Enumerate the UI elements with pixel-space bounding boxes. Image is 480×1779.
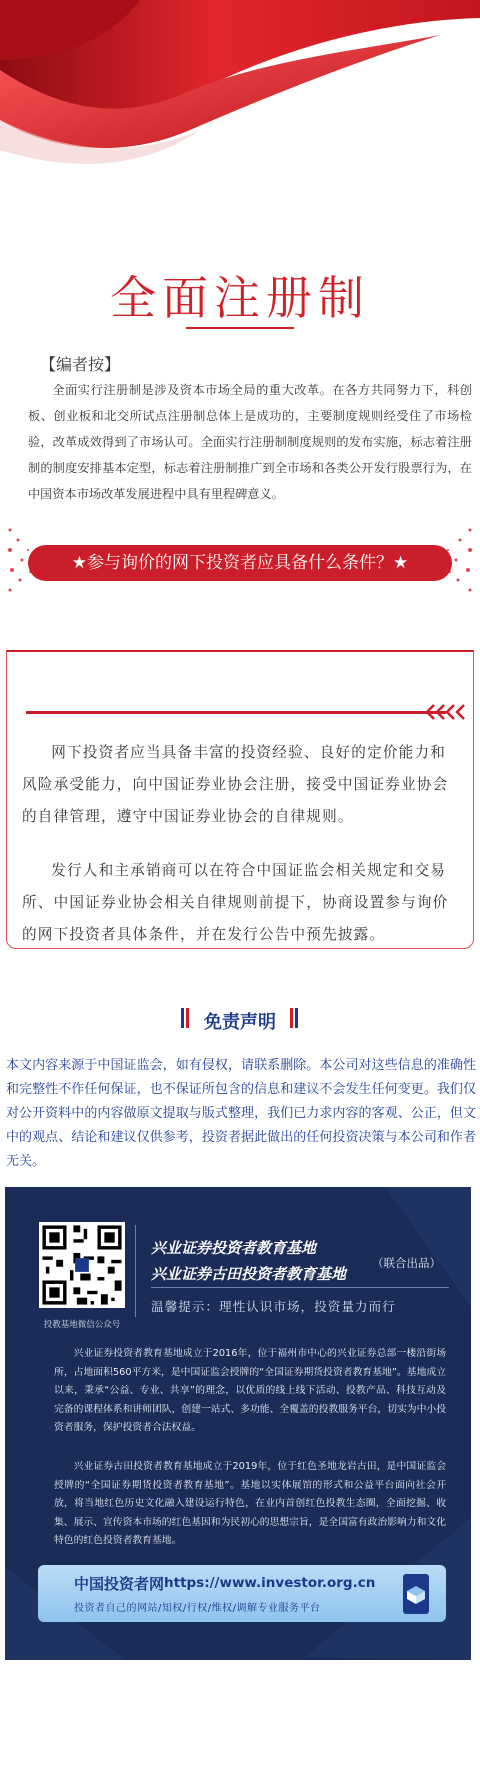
disclaimer-text: 本文内容来源于中国证监会，如有侵权，请联系删除。本公司对这些信息的准确性和完整性不作任何保证，也不保证所包含的信息和建议不会发生任何变更。我们仅对公开资料中的内容做原文提取与版式整理，我们已力求内容的客观、公正，但文中的观点、结论和建议仅供参考，投资者据此做出的任何投资决策与本公司和作者无关。	[6, 1058, 476, 1169]
panel-vertical-divider	[135, 1225, 136, 1317]
site-name: 中国投资者网	[74, 1575, 165, 1593]
title-bar-decoration	[295, 1008, 298, 1028]
red-ribbon-decoration	[0, 0, 480, 260]
question-banner: ★参与询价的网下投资者应具备什么条件？★	[28, 545, 452, 581]
cube-logo-icon	[401, 1572, 431, 1616]
site-slogan: 投资者自己的网站/知权/行权/维权/调解专业服务平台	[74, 1603, 321, 1614]
site-url-link[interactable]: https://www.investor.org.cn	[164, 1575, 376, 1591]
panel-horizontal-divider	[151, 1287, 449, 1288]
page-title: 全面注册制	[110, 271, 370, 325]
base-name-1: 兴业证券投资者教育基地	[151, 1239, 317, 1257]
joint-production-label: （联合出品）	[372, 1256, 441, 1270]
warm-tip: 温馨提示：理性认识市场，投资量力而行	[151, 1299, 396, 1314]
qr-caption: 投教基地微信公众号	[43, 1320, 121, 1330]
editor-note-label: 【编者按】	[40, 355, 121, 374]
qr-code-icon[interactable]	[39, 1222, 125, 1308]
editor-note-body: 全面实行注册制是涉及资本市场全局的重大改革。在各方共同努力下，科创板、创业板和北交所试点注册制总体上是成功的，主要制度规则经受住了市场检验，改革成效得到了市场认可。全面实行注册制制度规则的发布实施，标志着注册制的制度安排基本定型，标志着注册制推广到全市场和各类公开发行股票行为，在中国资本市场改革发展进程中具有里程碑意义。	[28, 383, 472, 501]
base-name-2: 兴业证券古田投资者教育基地	[151, 1265, 347, 1283]
chevrons-icon	[420, 697, 480, 727]
answer-paragraph-2: 发行人和主承销商可以在符合中国证监会相关规定和交易所、中国证券业协会相关自律规则前提下，协商设置参与询价的网下投资者具体条件，并在发行公告中预先披露。	[22, 862, 449, 943]
answer-paragraph-1: 网下投资者应当具备丰富的投资经验、良好的定价能力和风险承受能力，向中国证券业协会注册，接受中国证券业协会的自律管理，遵守中国证券业协会的自律规则。	[22, 744, 449, 825]
title-bar-decoration	[290, 1008, 293, 1028]
base-description-2: 兴业证券古田投资者教育基地成立于2019年，位于红色圣地龙岩古田，是中国证监会授牌的“全国证券期货投资者教育基地”。基地以实体展馆的形式和公益平台面向社会开放，将当地红色历史文化融入建设运行特色，在业内首创红色投教生态圈，全面挖掘、收集、展示、宣传资本市场的红色基因和为民初心的思想宗旨，是全国富有政治影响力和文化特色的红色投资者教育基地。	[54, 1461, 446, 1546]
disclaimer-title: 免责声明	[204, 1012, 276, 1033]
answer-divider	[26, 711, 446, 714]
title-underline	[186, 327, 294, 329]
base-description-1: 兴业证券投资者教育基地成立于2016年，位于福州市中心的兴业证券总部一楼沿街场所，占地面积560平方米，是中国证监会授牌的“全国证券期货投资者教育基地”。基地成立以来，秉承“公益、专业、共享”的理念，以优质的线上线下活动、投教产品、科技互动及完备的课程体系和讲师团队，创建一站式、多功能、全覆盖的投教服务平台，切实为中小投资者服务，保护投资者合法权益。	[54, 1348, 446, 1433]
